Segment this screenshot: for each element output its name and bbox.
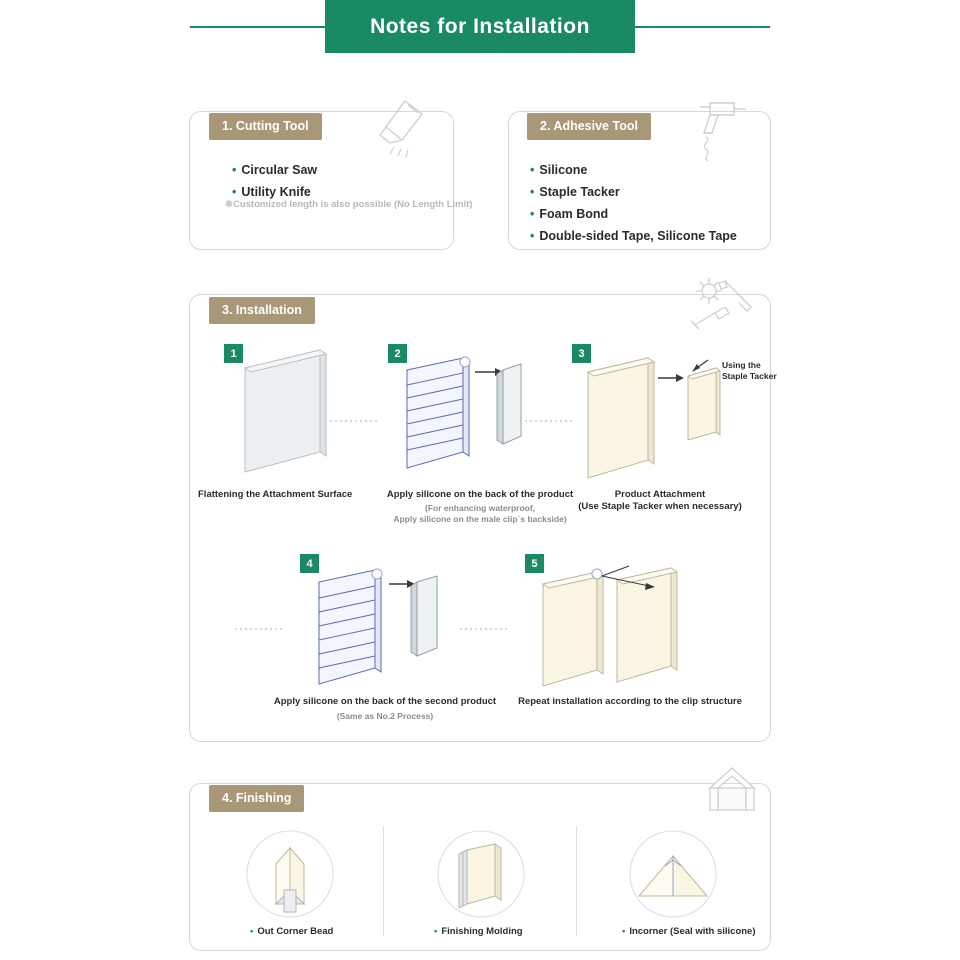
corner-bead-icon (700, 762, 764, 818)
connector-dots-2 (525, 418, 575, 424)
list-item: • Staple Tacker (530, 185, 620, 199)
installation-tools-icon (685, 275, 757, 335)
list-item: • Foam Bond (530, 207, 609, 221)
list-item: • Double-sided Tape, Silicone Tape (530, 229, 737, 243)
tag-installation: 3. Installation (209, 297, 315, 324)
step3-annotation-line1: Using the (722, 360, 761, 370)
step-number-2: 2 (388, 344, 407, 363)
tag-adhesive-tool: 2. Adhesive Tool (527, 113, 651, 140)
finishing-label-incorner: • Incorner (Seal with silicone) (622, 926, 756, 937)
step5-caption: Repeat installation according to the clip structure (518, 696, 742, 707)
step4-subcaption: (Same as No.2 Process) (336, 711, 434, 721)
finishing-label-finishing-molding: • Finishing Molding (434, 926, 523, 937)
step4-silicone-second-diagram (297, 550, 447, 700)
cutting-knife-icon (372, 93, 442, 163)
step-number-5: 5 (525, 554, 544, 573)
incorner-diagram (629, 830, 717, 918)
adhesive-tool-list (530, 161, 737, 249)
step3-caption: Product Attachment (614, 489, 706, 500)
step3-attachment-diagram (570, 340, 745, 490)
caulking-gun-icon (690, 93, 760, 163)
cutting-tool-note: ※Customized length is also possible (No Length Limit) (225, 199, 473, 210)
page-title-band (325, 0, 635, 53)
list-item: • Silicone (530, 163, 588, 177)
finishing-label-out-corner-bead: • Out Corner Bead (250, 926, 334, 937)
step3-annotation-line2: Staple Tacker (722, 371, 777, 381)
list-item: • Utility Knife (232, 185, 311, 199)
list-item: • Circular Saw (232, 163, 318, 177)
step-number-3: 3 (572, 344, 591, 363)
step-number-4: 4 (300, 554, 319, 573)
finishing-molding-diagram (437, 830, 525, 918)
step2-subcaption-2: Apply silicone on the male clip`s backside) (393, 514, 567, 524)
step1-flat-surface-diagram (225, 340, 355, 485)
step-number-1: 1 (224, 344, 243, 363)
page-header (0, 0, 960, 62)
connector-dots-4 (460, 626, 510, 632)
step2-silicone-diagram (385, 340, 530, 485)
step1-caption: Flattening the Attachment Surface (198, 489, 353, 500)
step5-repeat-diagram (525, 550, 725, 700)
tag-cutting-tool: 1. Cutting Tool (209, 113, 322, 140)
out-corner-bead-diagram (246, 830, 334, 918)
finishing-divider-2 (576, 826, 577, 936)
finishing-divider-1 (383, 826, 384, 936)
step4-caption: Apply silicone on the back of the second product (273, 696, 497, 707)
step2-subcaption-1: (For enhancing waterproof, (424, 503, 536, 513)
connector-dots-3 (235, 626, 285, 632)
tag-finishing: 4. Finishing (209, 785, 304, 812)
connector-dots-1 (330, 418, 380, 424)
step3-subcaption: (Use Staple Tacker when necessary) (578, 501, 742, 512)
step2-caption: Apply silicone on the back of the product (386, 489, 574, 500)
page-title: Notes for Installation (370, 14, 590, 38)
